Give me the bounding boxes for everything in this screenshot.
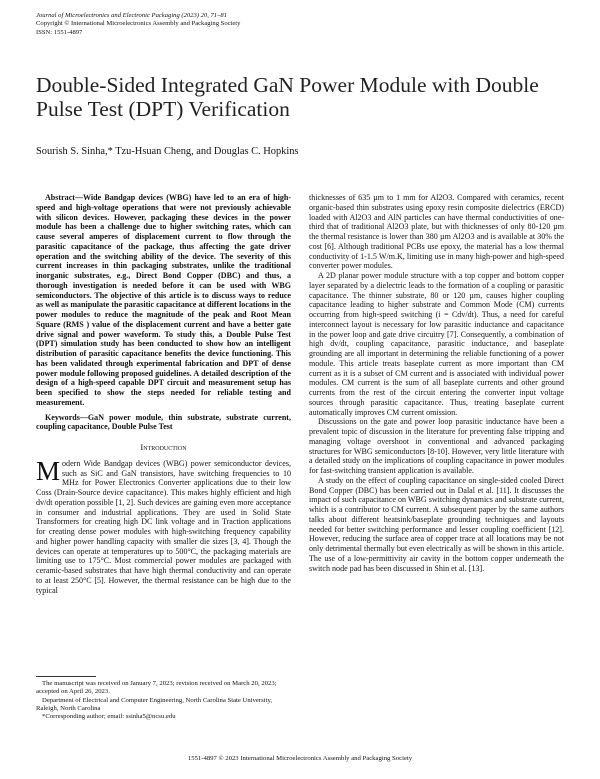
intro-paragraph: Modern Wide Bandgap devices (WBG) power semiconductor devices, such as SiC and GaN transistors, have switching frequencies to 10 MHz for Power Electronics Converter applications due to their low Coss (Drain-Source device capacitance). This makes highly efficient and high dv/dt operation possible [1, 2]. Such devices are gaining even more acceptance in consumer and industrial applications. They are used in Solid State Transformers for creating high DC link voltage and in Traction applications for creating dense power modules with high-switching frequency capability and higher power handling capacity with smaller die sizes [3, 4]. Though the devices can operate at temperatures up to 500°C, the packaging materials are limiting use to 175°C. Most commercial power modules are packaged with ceramic-based substrates that have high thermal conductivity and can operate to at least 250°C [5]. However, the thermal resistance can be high due to the typical xyxy=(36,455,291,595)
journal-header xyxy=(36,12,240,37)
abstract: Abstract—Wide Bandgap devices (WBG) have led to an era of high-speed and high-voltage operations that were not previously achievable with silicon devices. However, packaging these devices in the power module has been a challenge due to higher switching rates, which can cause several amperes of displacement current to flow through the parasitic capacitance of the package, thus affecting the gate driver operation and the switching ability of the device. The severity of this current increases in thin packaging substrates, unlike the traditional inorganic substrates, e.g., Direct Bond Copper (DBC) and thus, a thorough investigation is needed before it can be used with WBG semiconductors. The objective of this article is to discuss ways to reduce as well as manipulate the parasitic capacitance at different locations in the power modules to reduce the magnitude of the peak and Root Mean Square (RMS ) value of the displacement current and have a better gate drive signal and power waveform. To study this, a Double Pulse Test (DPT) simulation study has been conducted to show how an intelligent distribution of parasitic capacitance benefits the device functioning. This has been validated through experimental fabrication and DPT of dense power module following proposed guidelines. A detailed description of the design of a high-speed capable DPT circuit and measurement setup has been specified to show the steps needed for reliable testing and measurement. xyxy=(36,193,291,407)
page-footer: 1551-4897 © 2023 International Microelectronics Assembly and Packaging Society xyxy=(187,755,413,762)
footnote-rule xyxy=(36,676,96,677)
body-paragraph: A 2D planar power module structure with a top copper and bottom copper layer separated by a dielectric leads to the formation of a coupling or parasitic capacitance. The thinner substrate, 80 or 120 µm, causes higher coupling capacitance leading to higher substrate and Common Mode (CM) currents occurring from high-speed switching (i = Cdv/dt). Thus, a need for careful interconnect layout is necessary for low parasitic inductance and capacitance in the power loop and gate drive circuitry [7]. Consequently, a combination of high dv/dt, coupling capacitance, parasitic inductance, and baseplate grounding are all important in determining the reliable functioning of a power module. This article treats baseplate current as more important than CM current as it is a subset of CM current and is associated with individual power modules. CM current is the sum of all baseplate currents and other ground currents from the rest of the circuit entering the converter input voltage sources through parasitic capacitance. Thus, treating baseplate current automatically improves CM current omission. xyxy=(309,271,564,417)
body-paragraph: Discussions on the gate and power loop parasitic inductance have been a prevalent topic of discussion in the literature for preventing false tripping and managing voltage overshoot in conventional and advanced packaging structures for WBG semiconductors [8-10]. However, very little literature with a detailed study on the implications of coupling capacitance in power modules for fast-switching transient application is available. xyxy=(309,417,564,475)
copyright-line: Copyright © International Microelectronics Assembly and Packaging Society xyxy=(36,20,241,28)
footnote-corresponding: *Corresponding author; email: ssinha5@ncsu.edu xyxy=(42,713,176,721)
right-column xyxy=(309,193,564,573)
intro-heading: Introduction xyxy=(140,442,187,452)
keywords: Keywords—GaN power module, thin substrate, substrate current, coupling capacitance, Double Pulse Test xyxy=(36,412,291,432)
paper-title: Double-Sided Integrated GaN Power Module with Double Pulse Test (DPT) Verification xyxy=(36,73,539,121)
footnotes xyxy=(36,680,291,721)
footnote-received: The manuscript was received on January 7, 2023; revision received on March 20, 2023; accepted on April 26, 2023. xyxy=(36,680,277,696)
journal-citation: Journal of Microelectronics and Electronic Packaging (2023) 20, 71–81 xyxy=(36,12,227,19)
author-list: Sourish S. Sinha,* Tzu-Hsuan Cheng, and Douglas C. Hopkins xyxy=(36,146,299,157)
body-paragraph: A study on the effect of coupling capacitance on single-sided cooled Direct Bond Copper (DBC) has been carried out in Dalal et al. [11]. It discusses the impact of such capacitance on WBG switching dynamics and substrate current, which is a contributor to CM current. A subsequent paper by the same authors talks about different heatsink/baseplate grounding techniques and layouts needed for better switching performance and lesser coupling coefficient [12]. However, reducing the surface area of copper trace at all locations may be not only detrimental thermally but even electrically as will be shown in this article. The use of a low-permittivity air cavity in the bottom copper underneath the switch node pad has been discussed in Shin et al. [13]. xyxy=(309,475,564,573)
footnote-affiliation: Department of Electrical and Computer Engineering, North Carolina State University, Raleigh, North Carolina xyxy=(36,696,273,712)
left-column xyxy=(36,193,291,595)
body-paragraph: thicknesses of 635 µm to 1 mm for Al2O3. Compared with ceramics, recent organic-based thin substrates using epoxy resin composite dielectrics (ERCD) loaded with Al2O3 and AlN particles can have thermal conductivities of one-third that of traditional Al2O3 plate, but with thicknesses of only 80-120 µm the thermal resistance is lower than 380 µm Al2O3 and is available at 30% the cost [6]. Although traditional PCBs use epoxy, the material has a low thermal conductivity of 1-1.5 W/m.K, limiting use in many high-power and high-speed converter power modules. xyxy=(309,193,564,271)
issn-line: ISSN: 1551-4897 xyxy=(36,28,83,36)
